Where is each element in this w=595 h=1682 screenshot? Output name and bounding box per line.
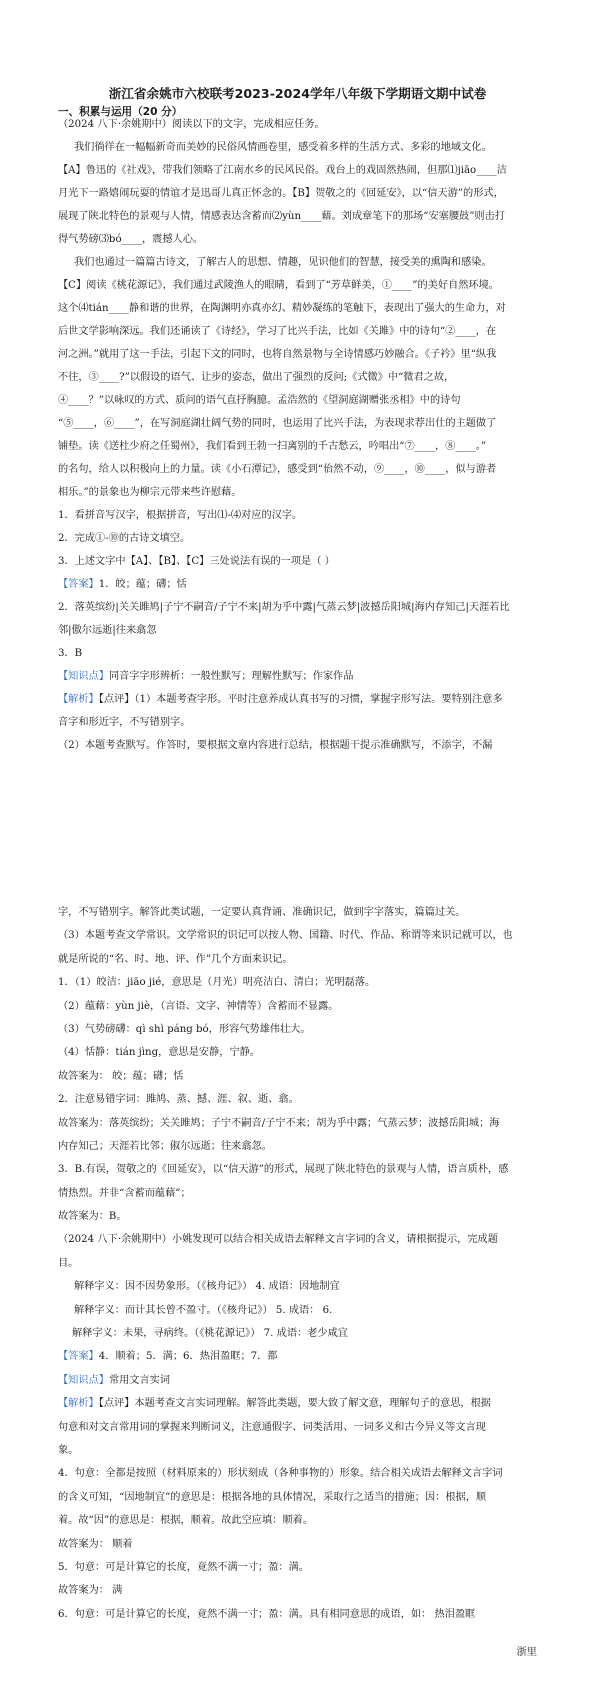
question-line: 解释字义：因不因势象形。（《核舟记》） 4. 成语：因地制宜 — [74, 1281, 340, 1293]
text-line: 故答案为：落英缤纷；关关雎鸠；子宁不嗣音/子宁不来；胡为乎中露；气蒸云梦；波撼岳阳城；海 — [58, 1117, 500, 1129]
text-line: ④____？”以咏叹的方式、质问的语气直抒胸臆。孟浩然的《望洞庭湖赠张丞相》中的诗句 — [58, 395, 461, 406]
knowledge-tag: 【知识点】 — [58, 671, 109, 682]
knowledge-tag: 【知识点】 — [58, 1374, 109, 1386]
question-line: 解释字义：未果，寻病终。（《桃花源记》） 7. 成语：老少咸宜 — [72, 1328, 348, 1340]
text-line: （3）本题考查文学常识。文学常识的识记可以按人物、国籍、时代、作品、称谓等来识记就可以，也 — [58, 930, 513, 942]
text-line: 【C】阅读《桃花源记》，我们通过武陵渔人的眼睛，看到了“芳草鲜美，①____”的美好自然环境。 — [58, 280, 499, 291]
text-line: 【A】鲁迅的《社戏》，带我们领略了江南水乡的民风民俗。戏台上的戏固然热闹，但那⑴jiāo____洁 — [58, 165, 507, 176]
answer-text: 1．皎；蕴；礴；恬 — [98, 579, 187, 590]
analysis-text: 【点评】（1）本题考查字形。平时注意养成认真书写的习惯，掌握字形写法。要特别注意多 — [98, 694, 503, 705]
question-line: （2024 八下·余姚期中）小姚发现可以结合相关成语去解释文言字词的含义，请根据提示，完成题 — [58, 1234, 498, 1246]
page-footer: 浙里 — [516, 1647, 537, 1658]
text-line: 不往，③____?”以假设的语气、让步的姿态，做出了强烈的反问;《式微》中“微君之故， — [58, 372, 455, 383]
text-line: 着。故“因”的意思是：根据，顺着。故此空应填：顺着。 — [58, 1515, 313, 1527]
text-line: 句意和对文言常用词的掌握来判断词义，注意通假字、词类活用、一词多义和古今异义等文言现 — [58, 1421, 486, 1433]
text-line: （2024 八下·余姚期中）阅读以下的文字，完成相应任务。 — [58, 119, 325, 130]
text-line: 这个⑷tián____静和谐的世界，在陶渊明亦真亦幻、精妙凝练的笔触下，表现出了强大的生命力，对 — [58, 303, 506, 314]
text-line: 音字和形近字，不写错别字。 — [58, 717, 191, 728]
text-line: 得气势磅⑶bó____，震撼人心。 — [58, 234, 204, 245]
text-line: 象。 — [58, 1444, 79, 1456]
knowledge-line — [58, 1369, 540, 1392]
question-line: 2．完成①-⑩的古诗文填空。 — [58, 533, 191, 544]
text-line: 我们也通过一篇篇古诗文，了解古人的思想、情趣，见识他们的智慧，接受美的熏陶和感染。 — [74, 257, 492, 268]
answer-text: 4．顺着；5．满；6．热泪盈眶；7．都 — [98, 1351, 278, 1363]
text-line: 4．句意：全都是按照（材料原来的）形状刻成（各种事物的）形象。结合相关成语去解释文言字词 — [58, 1468, 503, 1480]
analysis-text: 【点评】本题考查文言实词理解。解答此类题，要大致了解文意，理解句子的意思，根据 — [98, 1398, 491, 1410]
text-line: 1．（1）皎洁：jiāo jié，意思是（月光）明亮洁白、清白；光明磊落。 — [58, 977, 376, 989]
analysis-line — [58, 688, 540, 711]
answer-line — [58, 1345, 540, 1368]
text-line: 月光下一路嬉闹玩耍的情谊才是迅哥儿真正怀念的。【B】贺敬之的《回延安》，以“信天游”的形式， — [58, 188, 504, 199]
text-line: 5．句意：可是计算它的长度，竟然不满一寸；盈：满。 — [58, 1561, 309, 1573]
knowledge-text: 常用文言实词 — [108, 1374, 171, 1386]
text-line: 相乐。”的景象也为柳宗元带来些许慰藉。 — [58, 487, 242, 498]
text-line: 3．B.有误，贺敬之的《回延安》，以“信天游”的形式，展现了陕北特色的景观与人情，语言质朴，感 — [58, 1164, 509, 1176]
text-line: 我们徜徉在一幅幅新奇而美妙的民俗风情画卷里，感受着多样的生活方式、多彩的地域文化。 — [74, 142, 492, 153]
document-title: 浙江省余姚市六校联考2023-2024学年八年级下学期语文期中试卷 — [108, 86, 487, 101]
text-line: 2．注意易错字词：雎鸠、蒸、撼、涯、叙、逝、翕。 — [58, 1094, 299, 1106]
knowledge-line — [58, 665, 540, 688]
text-line: （2）蕴藉：yùn jiè，（言语、文字、神情等）含蓄而不显露。 — [58, 1000, 339, 1012]
text-line: 故答案为： 满 — [58, 1585, 123, 1597]
text-line: 情热烈。并非“含蓄而蕴藉”； — [58, 1187, 191, 1199]
question-line: 目。 — [58, 1257, 79, 1269]
text-line: 故答案为：B。 — [58, 1211, 127, 1223]
text-line: 的名句，给人以积极向上的力量。读《小石潭记》，感受到“佁然不动，⑨____，⑩____，似与游者 — [58, 464, 497, 475]
text-line: 邻|傲尔远逝|往来翕忽 — [58, 625, 157, 636]
question-line: 1．看拼音写汉字，根据拼音，写出⑴-⑷对应的汉字。 — [58, 510, 303, 521]
text-line: 展现了陕北特色的景观与人情，情感表达含蓄而⑵yùn____藉。刘成章笔下的那场“安塞腰鼓”则击打 — [58, 211, 505, 222]
text-line: 的含义可知，“因地制宜”的意思是：根据各地的具体情况，采取行之适当的措施；因：根据，顺 — [58, 1491, 487, 1503]
text-line: 故答案为： 皎；蕴；礴；恬 — [58, 1070, 184, 1082]
question-line: 3．上述文字中【A】、【B】、【C】三处说法有误的一项是（ ） — [58, 556, 335, 567]
analysis-line — [58, 1392, 540, 1415]
text-line: 字，不写错别字。解答此类试题，一定要认真背诵、准确识记，做到字字落实，篇篇过关。 — [58, 907, 466, 918]
analysis-tag: 【解析】 — [58, 1398, 99, 1410]
knowledge-text: 同音字字形辨析：一般性默写；理解性默写；作家作品 — [108, 671, 354, 682]
text-line: （2）本题考查默写。作答时，要根据文章内容进行总结，根据题干提示准确默写，不添字，不漏 — [58, 740, 493, 751]
text-line: （4）恬静：tián jìng，意思是安静，宁静。 — [58, 1047, 261, 1059]
text-line: 铺垫。读《送杜少府之任蜀州》，我们看到王勃一扫离别的千古愁云，吟唱出“⑦____，⑧____。” — [58, 441, 487, 452]
lower-text-block — [58, 901, 540, 1626]
text-line: 故答案为： 顺着 — [58, 1538, 133, 1550]
text-line: （3）气势磅礴：qì shì páng bó，形容气势雄伟壮大。 — [58, 1023, 311, 1035]
answer-tag: 【答案】 — [58, 579, 99, 590]
section-heading: 一、积累与运用（20 分） — [58, 106, 183, 118]
upper-text-block — [58, 113, 540, 757]
analysis-tag: 【解析】 — [58, 694, 99, 705]
answer-tag: 【答案】 — [58, 1351, 99, 1363]
text-line: 6．句意：可是计算它的长度，竟然不满一寸；盈：满。具有相同意思的成语，如： 热泪盈眶 — [58, 1608, 476, 1620]
question-line: 解释字义：而计其长曾不盈寸。（《核舟记》） 5. 成语： 6. — [74, 1304, 333, 1316]
text-line: 就是所说的“名、时、地、评、作”几个方面来识记。 — [58, 953, 293, 965]
text-line: 3．B — [58, 648, 83, 659]
text-line: “⑤____，⑥____”，在写洞庭湖壮阔气势的同时，也运用了比兴手法，为表现求荐出仕的主题做了 — [58, 418, 497, 429]
answer-line — [58, 573, 540, 596]
text-line: 后世文学影响深远。我们还诵读了《诗经》，学习了比兴手法，比如《关雎》中的诗句“②____，在 — [58, 326, 497, 337]
text-line: 内存知己；天涯若比邻；俶尔远逝；往来翕忽。 — [58, 1140, 272, 1152]
text-line: 河之洲。”就用了这一手法，引起下文的同时，也将自然景物与全诗情感巧妙融合。《子衿》里“纵我 — [58, 349, 497, 360]
text-line: 2．落英缤纷|关关雎鸠|子宁不嗣音/子宁不来|胡为乎中露|气蒸云梦|波撼岳阳城|海内存知己|天涯若比 — [58, 602, 510, 613]
